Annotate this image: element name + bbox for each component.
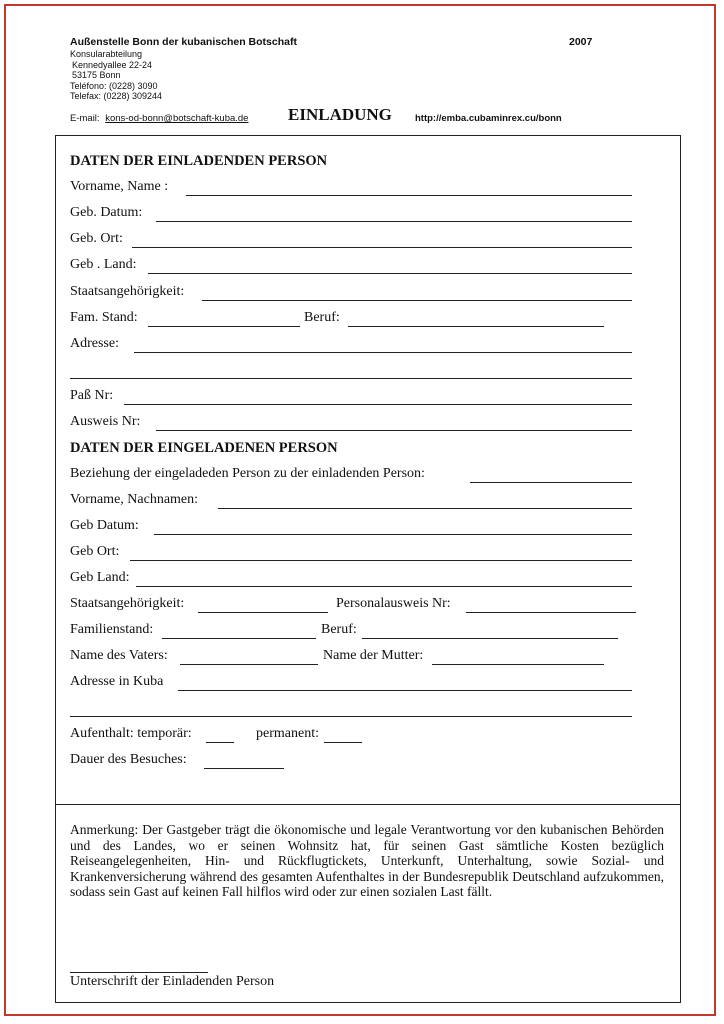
signature-label: Unterschrift der Einladenden Person [70,974,275,989]
org-name: Außenstelle Bonn der kubanischen Botschaft [70,36,297,48]
guest-birth-place-field[interactable] [130,560,632,561]
guest-relationship-field[interactable] [470,482,632,483]
guest-address-cuba-field-1[interactable] [178,690,632,691]
host-id-card-field[interactable] [156,430,632,431]
host-address-label: Adresse: [70,336,119,351]
website-link[interactable]: http://emba.cubaminrex.cu/bonn [415,113,562,124]
guest-stay-permanent-label: permanent: [256,726,319,741]
fax: Telefax: (0228) 309244 [70,91,163,101]
guest-stay-temporary-field[interactable] [206,742,234,743]
host-nationality-field[interactable] [202,300,632,301]
guest-stay-permanent-field[interactable] [324,742,362,743]
guest-mother-name-field[interactable] [432,664,604,665]
section-divider [56,804,680,805]
department: Konsularabteilung [70,49,143,59]
host-birth-date-field[interactable] [156,221,632,222]
host-address-field-1[interactable] [134,352,632,353]
host-marital-status-field[interactable] [148,326,300,327]
guest-mother-name-label: Name der Mutter: [323,648,424,663]
guest-id-card-field[interactable] [466,612,636,613]
host-marital-status-label: Fam. Stand: [70,310,138,325]
guest-father-name-field[interactable] [180,664,318,665]
guest-birth-date-field[interactable] [154,534,632,535]
guest-birth-place-label: Geb Ort: [70,544,120,559]
host-profession-label: Beruf: [304,310,340,325]
host-nationality-label: Staatsangehörigkeit: [70,284,185,299]
host-name-label: Vorname, Name : [70,179,169,194]
letterhead [70,36,297,102]
host-birth-country-label: Geb . Land: [70,257,137,272]
city: 53175 Bonn [72,70,121,80]
guest-father-name-label: Name des Vaters: [70,648,168,663]
guest-nationality-label: Staatsangehörigkeit: [70,596,185,611]
section-heading-host: DATEN DER EINLADENDEN PERSON [70,153,328,169]
guest-stay-label: Aufenthalt: temporär: [70,726,192,741]
host-birth-place-label: Geb. Ort: [70,231,123,246]
guest-nationality-field[interactable] [198,612,328,613]
guest-relationship-label: Beziehung der eingeladeden Person zu der einladenden Person: [70,466,425,481]
guest-duration-label: Dauer des Besuches: [70,752,187,767]
host-birth-place-field[interactable] [132,247,632,248]
host-name-field[interactable] [186,195,632,196]
host-passport-label: Paß Nr: [70,388,114,403]
guest-marital-status-label: Familienstand: [70,622,154,637]
email-label: E-mail: [70,113,100,124]
guest-id-card-label: Personalausweis Nr: [336,596,451,611]
year: 2007 [569,36,593,48]
email-line [70,113,248,124]
host-profession-field[interactable] [348,326,604,327]
street: Kennedyallee 22-24 [72,59,153,70]
host-id-card-label: Ausweis Nr: [70,414,141,429]
page-title: EINLADUNG [288,105,392,124]
host-passport-field[interactable] [124,404,632,405]
guest-birth-date-label: Geb Datum: [70,518,139,533]
guest-birth-country-field[interactable] [136,586,632,587]
guest-address-cuba-label: Adresse in Kuba [70,674,164,689]
host-birth-country-field[interactable] [148,273,632,274]
guest-profession-label: Beruf: [321,622,357,637]
host-address-field-2[interactable] [70,378,632,379]
guest-profession-field[interactable] [362,638,618,639]
guest-birth-country-label: Geb Land: [70,570,130,585]
signature-field[interactable] [70,972,208,973]
host-birth-date-label: Geb. Datum: [70,205,143,220]
guest-marital-status-field[interactable] [162,638,316,639]
guest-address-cuba-field-2[interactable] [70,716,632,717]
guest-duration-field[interactable] [204,768,284,769]
guest-name-label: Vorname, Nachnamen: [70,492,199,507]
guest-name-field[interactable] [218,508,632,509]
section-heading-guest: DATEN DER EINGELADENEN PERSON [70,440,338,456]
legal-note: Anmerkung: Der Gastgeber trägt die ökonomische und legale Verantwortung vor den kubanischen Behörden und des Landes, wo er seinen Wohnsitz hat, für seinen Gast sämtliche Kosten bezüglich Reiseangelegenheiten, Hin- und Rückflugtickets, Unterkunft, Unterhaltung, sowie Sozial- und Krankenversicherung während des gesamten Aufenthaltes in der Bundesrepublik Deutschland aufzukommen, sodass sein Gast auf keinen Fall hilflos wird oder zur einen sozialen Last fällt. [70,822,664,899]
email-link[interactable]: kons-od-bonn@botschaft-kuba.de [105,113,249,124]
form-box [55,135,681,1003]
phone: Teléfono: (0228) 3090 [70,80,158,91]
